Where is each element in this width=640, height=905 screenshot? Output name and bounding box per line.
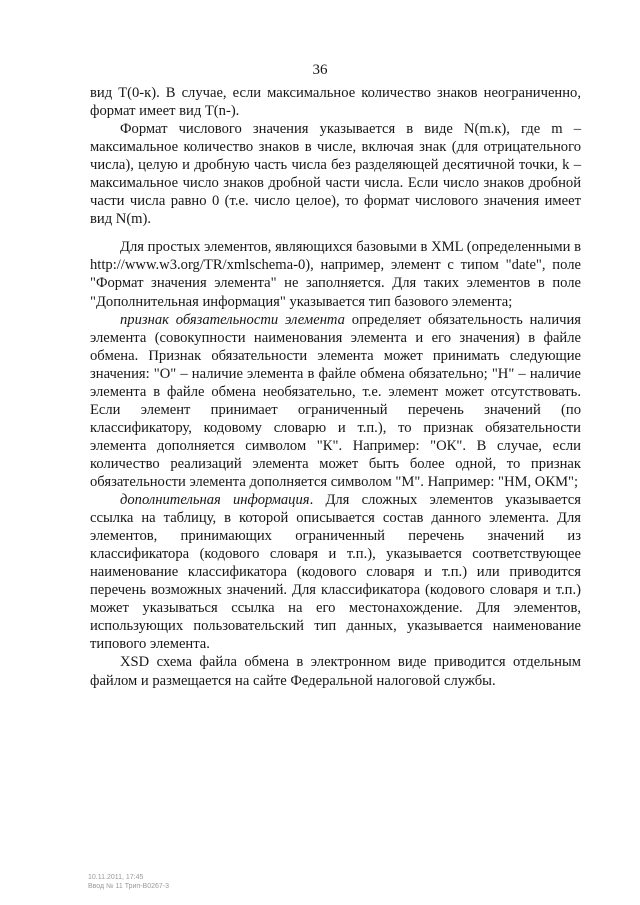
document-body bbox=[90, 84, 581, 690]
paragraph-xsd-schema: XSD схема файла обмена в электронном виде приводится отдельным файлом и размещается на сайте Федеральной налоговой службы. bbox=[90, 654, 581, 689]
footer-stamp bbox=[88, 873, 169, 891]
footer-stamp-line-2: Ввод № 11 Трип-В0267-3 bbox=[88, 883, 170, 890]
paragraph-numeric-format: Формат числового значения указывается в виде N(m.к), где m – максимальное количество знаков в числе, включая знак (для отрицательного числа), целую и дробную часть числа без разделяющей десятичной точки, k – максимальное число знаков дробной части числа. Если число знаков дробной части числа равно 0 (т.е. число целое), то формат числового значения имеет вид N(m). bbox=[90, 121, 581, 228]
footer-stamp-line-1: 10.11.2011, 17:45 bbox=[88, 874, 144, 881]
paragraph-additional-info bbox=[90, 491, 581, 653]
paragraph-mandatory-flag-text: определяет обязательность наличия элемента (совокупности наименования элемента и его значения) в файле обмена. Признак обязательности элемента может принимать следующие значения: "О" – наличие элемента в файле обмена обязательно; "Н" – наличие элемента в файле обмена необязательно, т.е. элемент может отсутствовать. Если элемент принимает ограниченный перечень значений (по классификатору, кодовому словарю и т.п.), то признак обязательности элемента дополняется символом "К". Например: "ОК". В случае, если количество реализаций элемента может быть более одной, то признак обязательности элемента дополняется символом "М". Например: "НМ, ОКМ"; bbox=[90, 311, 581, 490]
term-additional-info: дополнительная информация bbox=[120, 492, 310, 509]
paragraph-additional-info-text: . Для сложных элементов указывается ссылка на таблицу, в которой описывается состав данного элемента. Для элементов, принимающих ограниченный перечень значений из классификатора (кодового словаря и т.п.), указывается соответствующее наименование классификатора (кодового словаря и т.п.) или приводится перечень возможных значений. Для классификатора (кодового словаря и т.п.) может указываться ссылка на его местонахождение. Для элементов, использующих пользовательский тип данных, указывается наименование типового элемента. bbox=[90, 492, 582, 653]
paragraph-simple-elements: Для простых элементов, являющихся базовыми в XML (определенными в http://www.w3.org/TR/xmlschema-0), например, элемент с типом "date", поле "Формат значения элемента" не заполняется. Для таких элементов в поле "Дополнительная информация" указывается тип базового элемента; bbox=[90, 239, 581, 310]
page-number: 36 bbox=[312, 62, 328, 78]
term-mandatory-flag: признак обязательности элемента bbox=[120, 311, 345, 328]
paragraph-mandatory-flag bbox=[90, 311, 581, 491]
paragraph-text-format: вид T(0-к). В случае, если максимальное количество знаков неограниченно, формат имеет вид T(n-). bbox=[90, 85, 581, 120]
